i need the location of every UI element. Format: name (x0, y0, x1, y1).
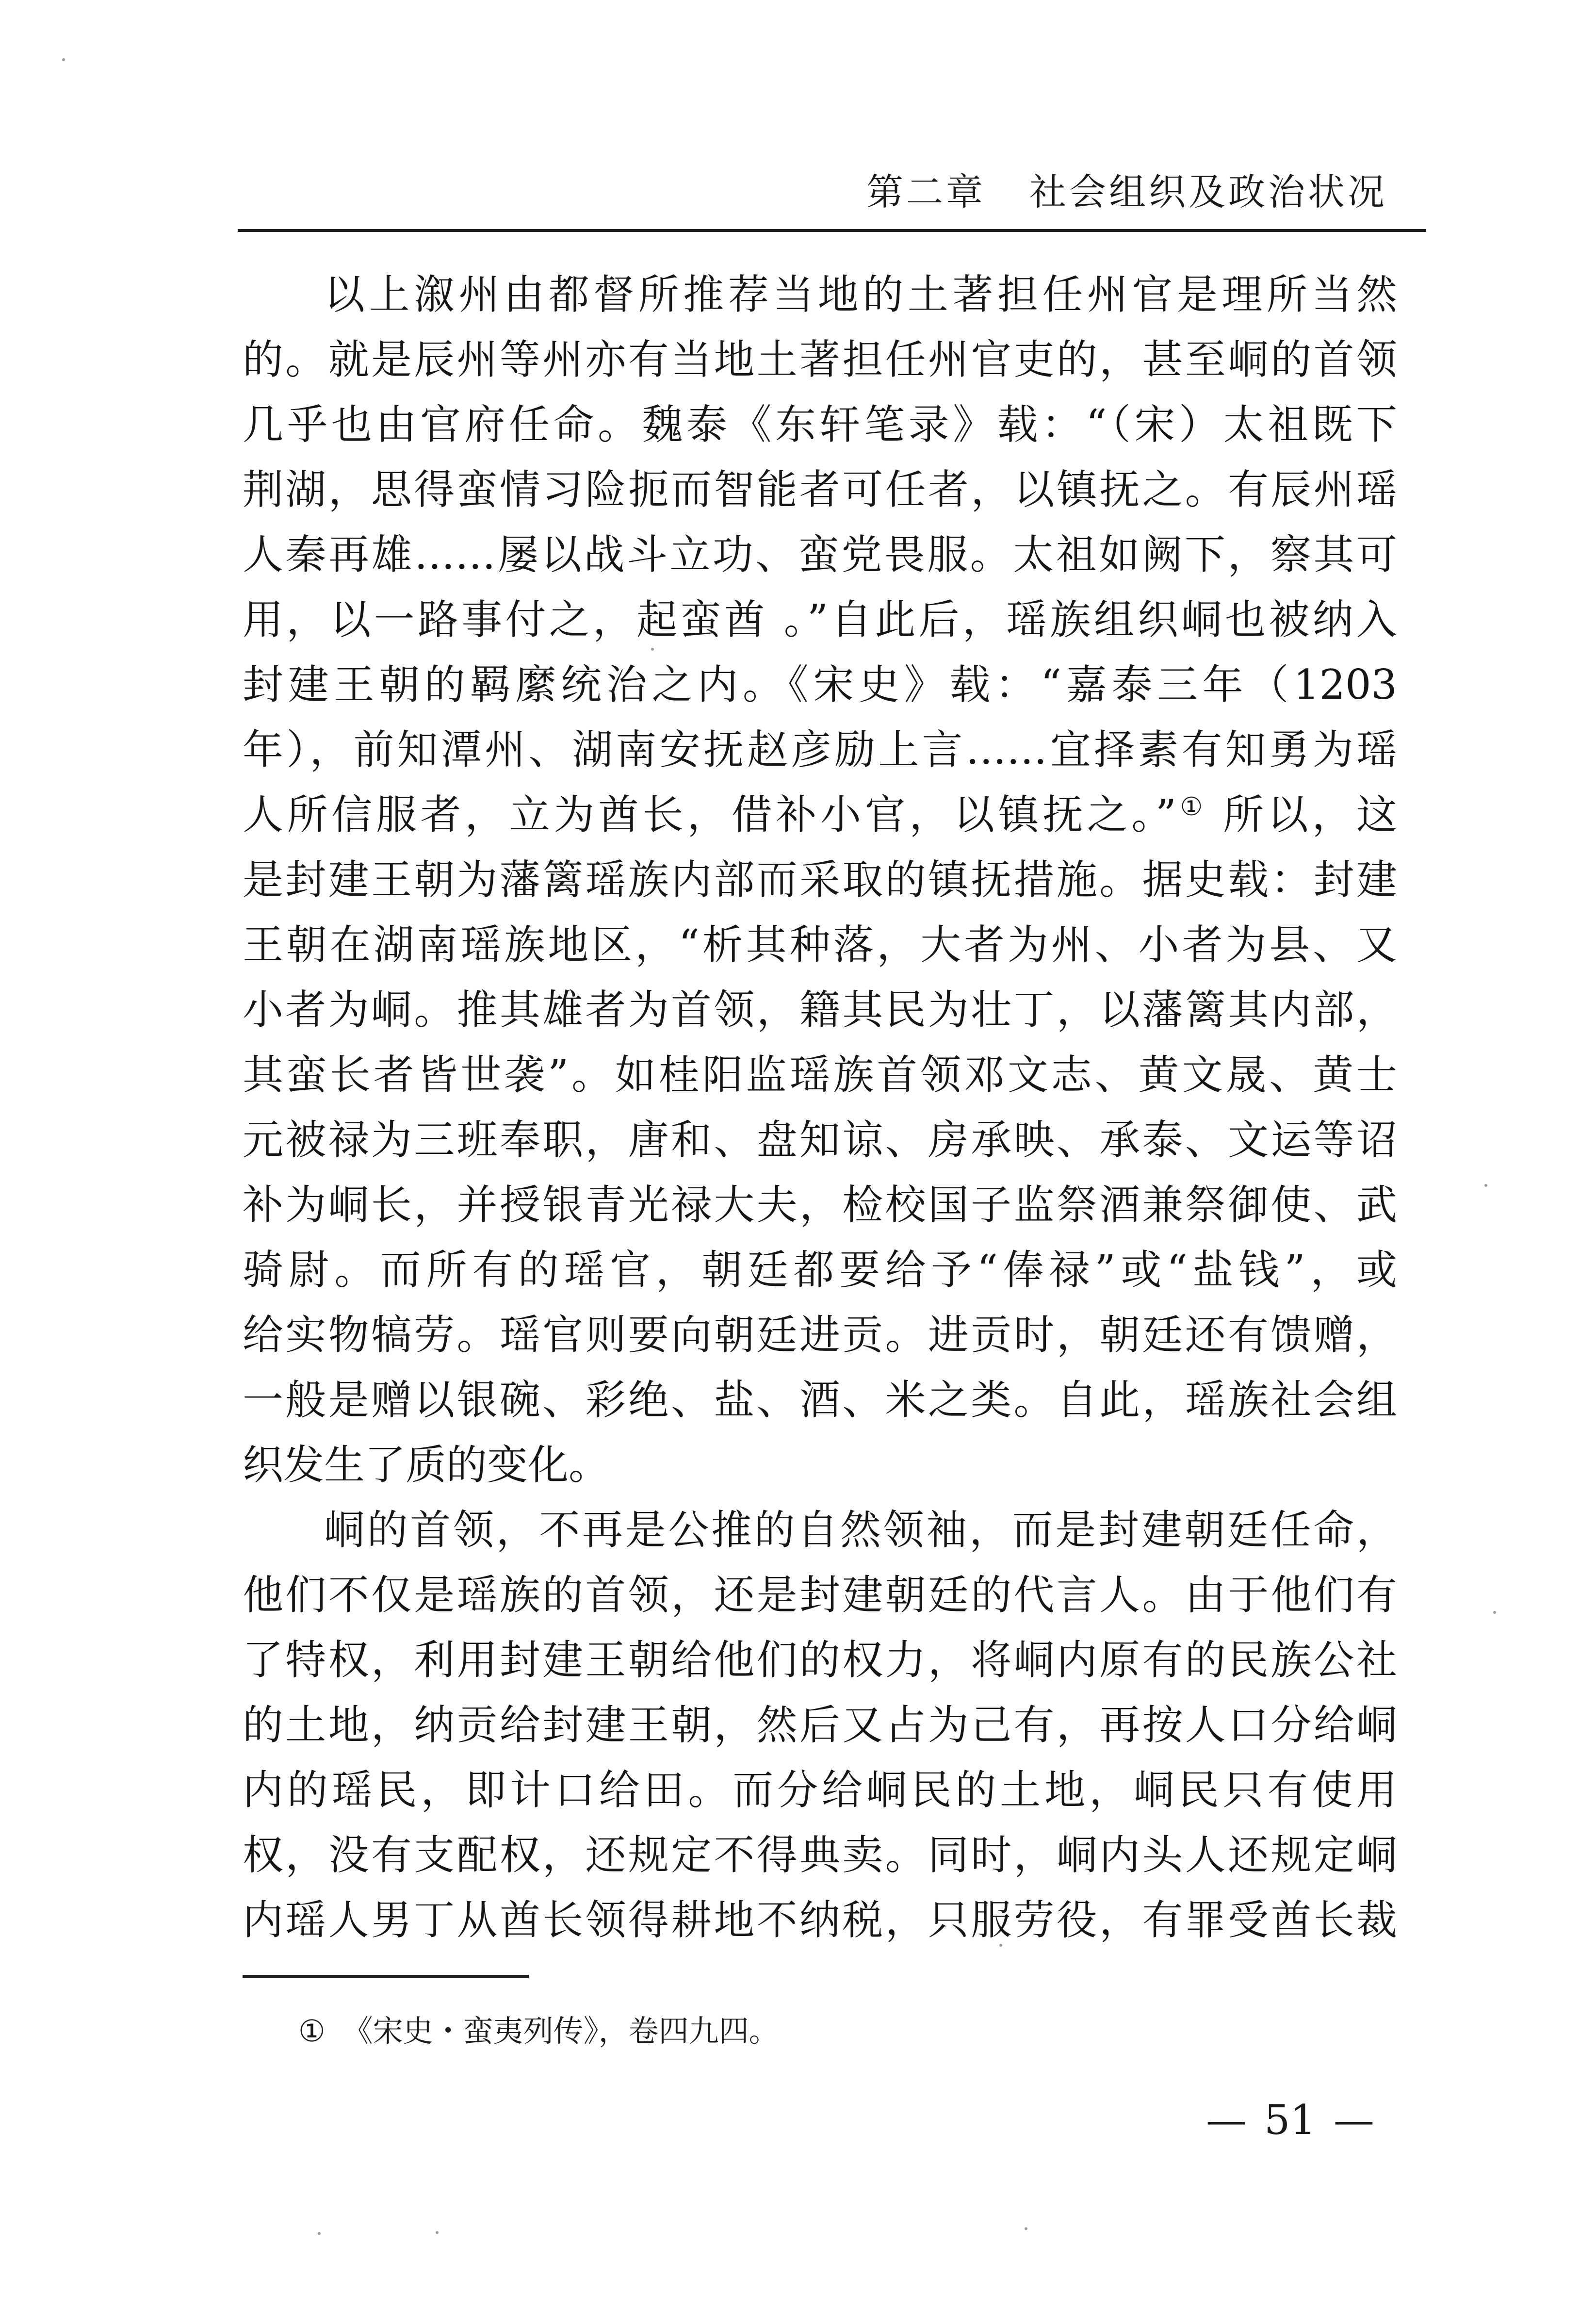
text-line: 给实物犒劳。瑶官则要向朝廷进贡。进贡时，朝廷还有馈赠， (243, 1311, 1397, 1359)
text-line: 王朝在湖南瑶族地区，“析其种落，大者为州、小者为县、又 (243, 921, 1397, 969)
scan-speck (318, 2232, 321, 2235)
text-line: 其蛮长者皆世袭”。如桂阳监瑶族首领邓文志、黄文晟、黄士 (243, 1051, 1397, 1099)
text-line: 几乎也由官府任命。魏泰《东轩笔录》载：“（宋）太祖既下 (243, 401, 1397, 448)
footnote-reference[interactable]: ① (1176, 792, 1206, 821)
scan-speck (1025, 2227, 1027, 2230)
header-rule (238, 229, 1426, 232)
paragraph-1 (243, 262, 1397, 1497)
text-line: 元被禄为三班奉职，唐和、盘知谅、房承映、承泰、文运等诏 (243, 1116, 1397, 1164)
text-line: 是封建王朝为藩篱瑶族内部而采取的镇抚措施。据史载：封建 (243, 856, 1397, 903)
text-line: 织发生了质的变化。 (243, 1441, 610, 1489)
scan-speck (436, 2231, 439, 2234)
text-line: 峒的首领，不再是公推的自然领袖，而是封建朝廷任命， (324, 1506, 1397, 1554)
chapter-label: 第二章 (866, 170, 986, 213)
text-line: 荆湖，思得蛮情习险扼而智能者可任者，以镇抚之。有辰州瑶 (243, 466, 1397, 513)
scan-speck (1493, 1611, 1496, 1614)
body-text (243, 262, 1397, 1953)
text-line: 人秦再雄……屡以战斗立功、蛮党畏服。太祖如阙下，察其可 (243, 531, 1397, 578)
paragraph-2 (243, 1497, 1397, 1953)
scan-speck (651, 648, 654, 651)
section-title: 社会组织及政治状况 (1029, 170, 1387, 213)
running-head (866, 163, 1387, 215)
footnote (298, 2012, 779, 2051)
footnote-text: 《宋史・蛮夷列传》，卷四九四。 (342, 2013, 779, 2049)
text-line: 封建王朝的羁縻统治之内。《宋史》载：“嘉泰三年（1203 (243, 661, 1397, 708)
page-number-value: 51 (1264, 2096, 1316, 2144)
page-number (1189, 2096, 1373, 2144)
text-line: 的。就是辰州等州亦有当地土著担任州官吏的，甚至峒的首领 (243, 336, 1397, 383)
text-segment: 所以，这 (1206, 791, 1397, 838)
text-line: 补为峒长，并授银青光禄大夫，检校国子监祭酒兼祭御使、武 (243, 1181, 1397, 1229)
page-dash-left: — (1206, 2096, 1247, 2144)
text-line: 权，没有支配权，还规定不得典卖。同时，峒内头人还规定峒 (243, 1831, 1397, 1879)
scan-speck (62, 58, 65, 61)
text-line: 以上溆州由都督所推荐当地的土著担任州官是理所当然 (324, 271, 1397, 318)
footnote-rule (243, 1975, 529, 1978)
text-line: 他们不仅是瑶族的首领，还是封建朝廷的代言人。由于他们有 (243, 1571, 1397, 1619)
text-line: 骑尉。而所有的瑶官，朝廷都要给予“俸禄”或“盐钱”，或 (243, 1246, 1397, 1294)
footnote-mark: ① (298, 2013, 326, 2049)
text-line: 的土地，纳贡给封建王朝，然后又占为己有，再按人口分给峒 (243, 1701, 1397, 1749)
text-segment: 人所信服者，立为酋长，借补小官，以镇抚之。” (243, 791, 1176, 838)
text-line-with-footnote (243, 782, 1397, 847)
scan-speck (1484, 1184, 1487, 1187)
text-line: 内的瑶民，即计口给田。而分给峒民的土地，峒民只有使用 (243, 1766, 1397, 1814)
text-line: 内瑶人男丁从酋长领得耕地不纳税，只服劳役，有罪受酋长裁 (243, 1896, 1397, 1944)
text-line: 用，以一路事付之，起蛮酋 。”自此后，瑶族组织峒也被纳入 (243, 596, 1397, 643)
text-line: 年），前知潭州、湖南安抚赵彦励上言……宜择素有知勇为瑶 (243, 726, 1397, 773)
text-line: 一般是赠以银碗、彩绝、盐、酒、米之类。自此，瑶族社会组 (243, 1376, 1397, 1424)
scan-speck (999, 1944, 1002, 1947)
text-line: 了特权，利用封建王朝给他们的权力，将峒内原有的民族公社 (243, 1636, 1397, 1684)
text-line: 小者为峒。推其雄者为首领，籍其民为壮丁，以藩篱其内部， (243, 986, 1397, 1034)
page-dash-right: — (1333, 2096, 1374, 2144)
